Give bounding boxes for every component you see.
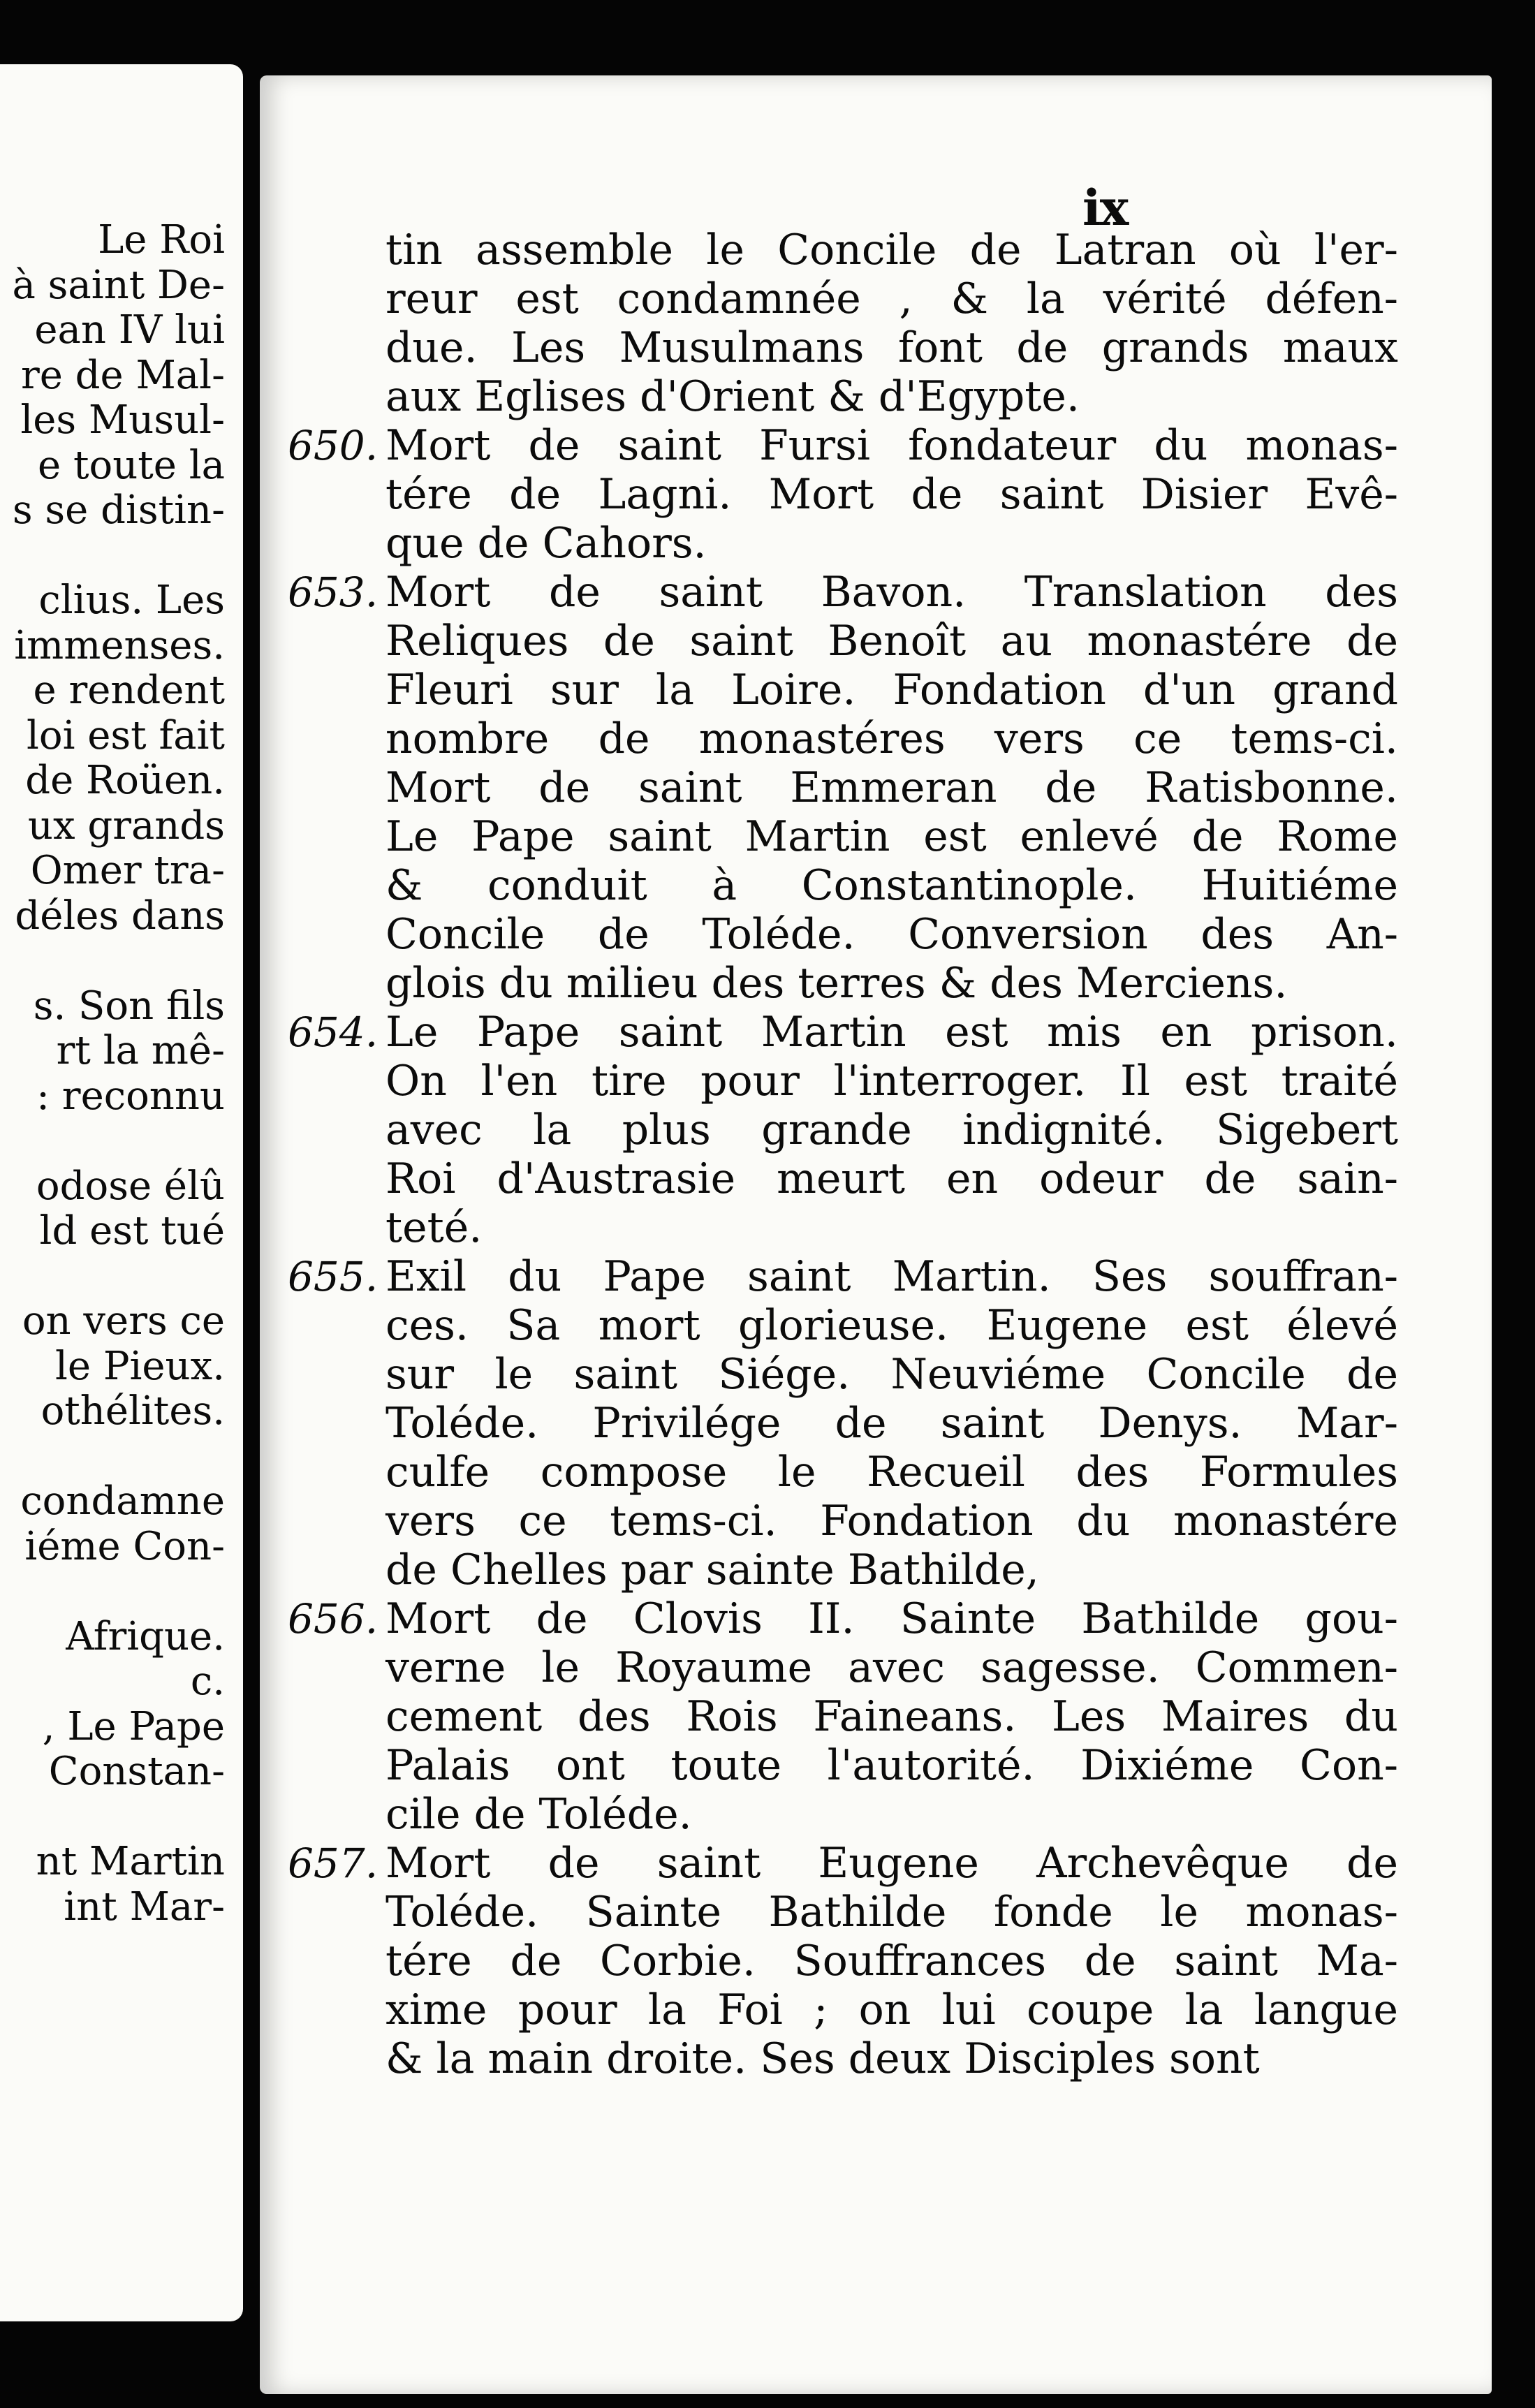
entry-line: Concile de Toléde. Conversion des An-: [385, 910, 1398, 959]
chronology-entry: [288, 1594, 1398, 1839]
left-page-line: nt Martin: [36, 1839, 225, 1884]
entry-line: Reliques de saint Benoît au monastére de: [385, 617, 1398, 666]
left-page-line: int Mar-: [64, 1884, 225, 1930]
left-page-line: le Pieux.: [54, 1343, 225, 1389]
left-page-line: Afrique.: [66, 1613, 225, 1659]
right-page: [260, 75, 1492, 2394]
entry-line: Le Pape saint Martin est enlevé de Rome: [385, 812, 1398, 861]
left-page-line: , Le Pape: [42, 1703, 225, 1749]
entry-line: de Chelles par sainte Bathilde,: [385, 1546, 1039, 1594]
entry-year: 657.: [288, 1840, 379, 1887]
left-page-line: e toute la: [38, 442, 225, 488]
entry-line: tére de Corbie. Souffrances de saint Ma-: [385, 1937, 1398, 1985]
chronology-entry: [288, 1839, 1398, 2083]
entry-line: tére de Lagni. Mort de saint Disier Evê-: [385, 470, 1398, 519]
left-page-line: e rendent: [33, 668, 225, 713]
left-page-line: ld est tué: [39, 1208, 225, 1254]
left-page-line: Omer tra-: [30, 848, 225, 893]
entry-line: Fleuri sur la Loire. Fondation d'un grand: [385, 666, 1398, 714]
left-page-line: re de Mal-: [20, 352, 225, 398]
left-page-line: odose élû: [36, 1163, 225, 1209]
entry-line: Toléde. Sainte Bathilde fonde le monas-: [385, 1888, 1398, 1937]
entry-year: 656.: [288, 1595, 379, 1643]
left-page-line: de Roüen.: [25, 758, 225, 803]
left-page-line: Constan-: [48, 1749, 225, 1794]
chronology-entry: [288, 1252, 1398, 1594]
entry-line: Le Pape saint Martin est mis en prison.: [385, 1008, 1398, 1057]
entry-line: Roi d'Austrasie meurt en odeur de sain-: [385, 1154, 1398, 1203]
entry-line: avec la plus grande indignité. Sigebert: [385, 1106, 1398, 1154]
left-page-line: immenses.: [14, 622, 225, 668]
entry-line: Mort de saint Bavon. Translation des: [385, 568, 1398, 617]
entry-line: tin assemble le Concile de Latran où l'er-: [385, 226, 1398, 274]
entry-year: 650.: [288, 422, 379, 469]
left-page-line: ux grands: [27, 802, 225, 849]
entry-line: vers ce tems-ci. Fondation du monastére: [385, 1497, 1398, 1546]
left-page-line: déles dans: [15, 893, 225, 939]
entry-line: & conduit à Constantinople. Huitiéme: [385, 861, 1398, 910]
chronology-entry: [288, 568, 1398, 1008]
entry-line: ces. Sa mort glorieuse. Eugene est élevé: [385, 1301, 1398, 1350]
entry-line: Mort de saint Fursi fondateur du monas-: [385, 421, 1398, 470]
left-page-line: ean IV lui: [34, 307, 225, 353]
entry-line: On l'en tire pour l'interroger. Il est traité: [385, 1057, 1398, 1106]
entry-line: glois du milieu des terres & des Merciens.: [385, 959, 1288, 1008]
left-page-line: rt la mê-: [56, 1028, 225, 1073]
left-page-line: Le Roi: [98, 217, 225, 263]
entry-line: verne le Royaume avec sagesse. Commen-: [385, 1643, 1398, 1692]
entry-year: 653.: [288, 568, 379, 616]
left-page-line: iéme Con-: [24, 1523, 225, 1569]
left-page-line: s. Son fils: [33, 983, 225, 1029]
entry-line: Mort de saint Eugene Archevêque de: [385, 1839, 1398, 1888]
entry-line: nombre de monastéres vers ce tems-ci.: [385, 714, 1398, 763]
left-page-line: othélites.: [41, 1388, 225, 1434]
chronology-entry: [288, 1008, 1398, 1252]
left-page-line: loi est fait: [26, 712, 225, 758]
entry-line: sur le saint Siége. Neuviéme Concile de: [385, 1350, 1398, 1399]
entry-line: aux Eglises d'Orient & d'Egypte.: [385, 372, 1080, 421]
entry-line: culfe compose le Recueil des Formules: [385, 1448, 1398, 1497]
left-page-line: on vers ce: [22, 1298, 225, 1344]
chronology-entry: [288, 421, 1398, 568]
chronology-text: [288, 226, 1398, 2083]
entry-line: due. Les Musulmans font de grands maux: [385, 323, 1398, 372]
entry-line: Exil du Pape saint Martin. Ses souffran-: [385, 1252, 1398, 1301]
left-page-line: les Musul-: [20, 397, 225, 443]
entry-line: cement des Rois Faineans. Les Maires du: [385, 1692, 1398, 1741]
entry-line: cile de Toléde.: [385, 1790, 692, 1839]
left-page-line: s se distin-: [12, 487, 225, 533]
left-page-line: condamne: [20, 1478, 225, 1524]
entry-line: Palais ont toute l'autorité. Dixiéme Con-: [385, 1741, 1398, 1790]
entry-line: & la main droite. Ses deux Disciples sont: [385, 2034, 1260, 2083]
left-page-line: c.: [190, 1659, 225, 1704]
entry-line: teté.: [385, 1203, 483, 1252]
entry-line: que de Cahors.: [385, 519, 707, 568]
entry-line: Mort de Clovis II. Sainte Bathilde gou-: [385, 1594, 1398, 1643]
left-page-line: clius. Les: [38, 578, 225, 623]
left-page-line: : reconnu: [36, 1073, 225, 1119]
left-page: [0, 64, 243, 2321]
chronology-entry: [288, 226, 1398, 421]
entry-line: Toléde. Privilége de saint Denys. Mar-: [385, 1399, 1398, 1448]
left-page-line: à saint De-: [12, 262, 225, 308]
entry-year: 654.: [288, 1008, 379, 1056]
entry-line: xime pour la Foi ; on lui coupe la langue: [385, 1985, 1398, 2034]
entry-line: Mort de saint Emmeran de Ratisbonne.: [385, 763, 1398, 812]
entry-year: 655.: [288, 1253, 379, 1300]
page-number: ix: [1082, 179, 1128, 237]
entry-line: reur est condamnée , & la vérité défen-: [385, 274, 1398, 323]
